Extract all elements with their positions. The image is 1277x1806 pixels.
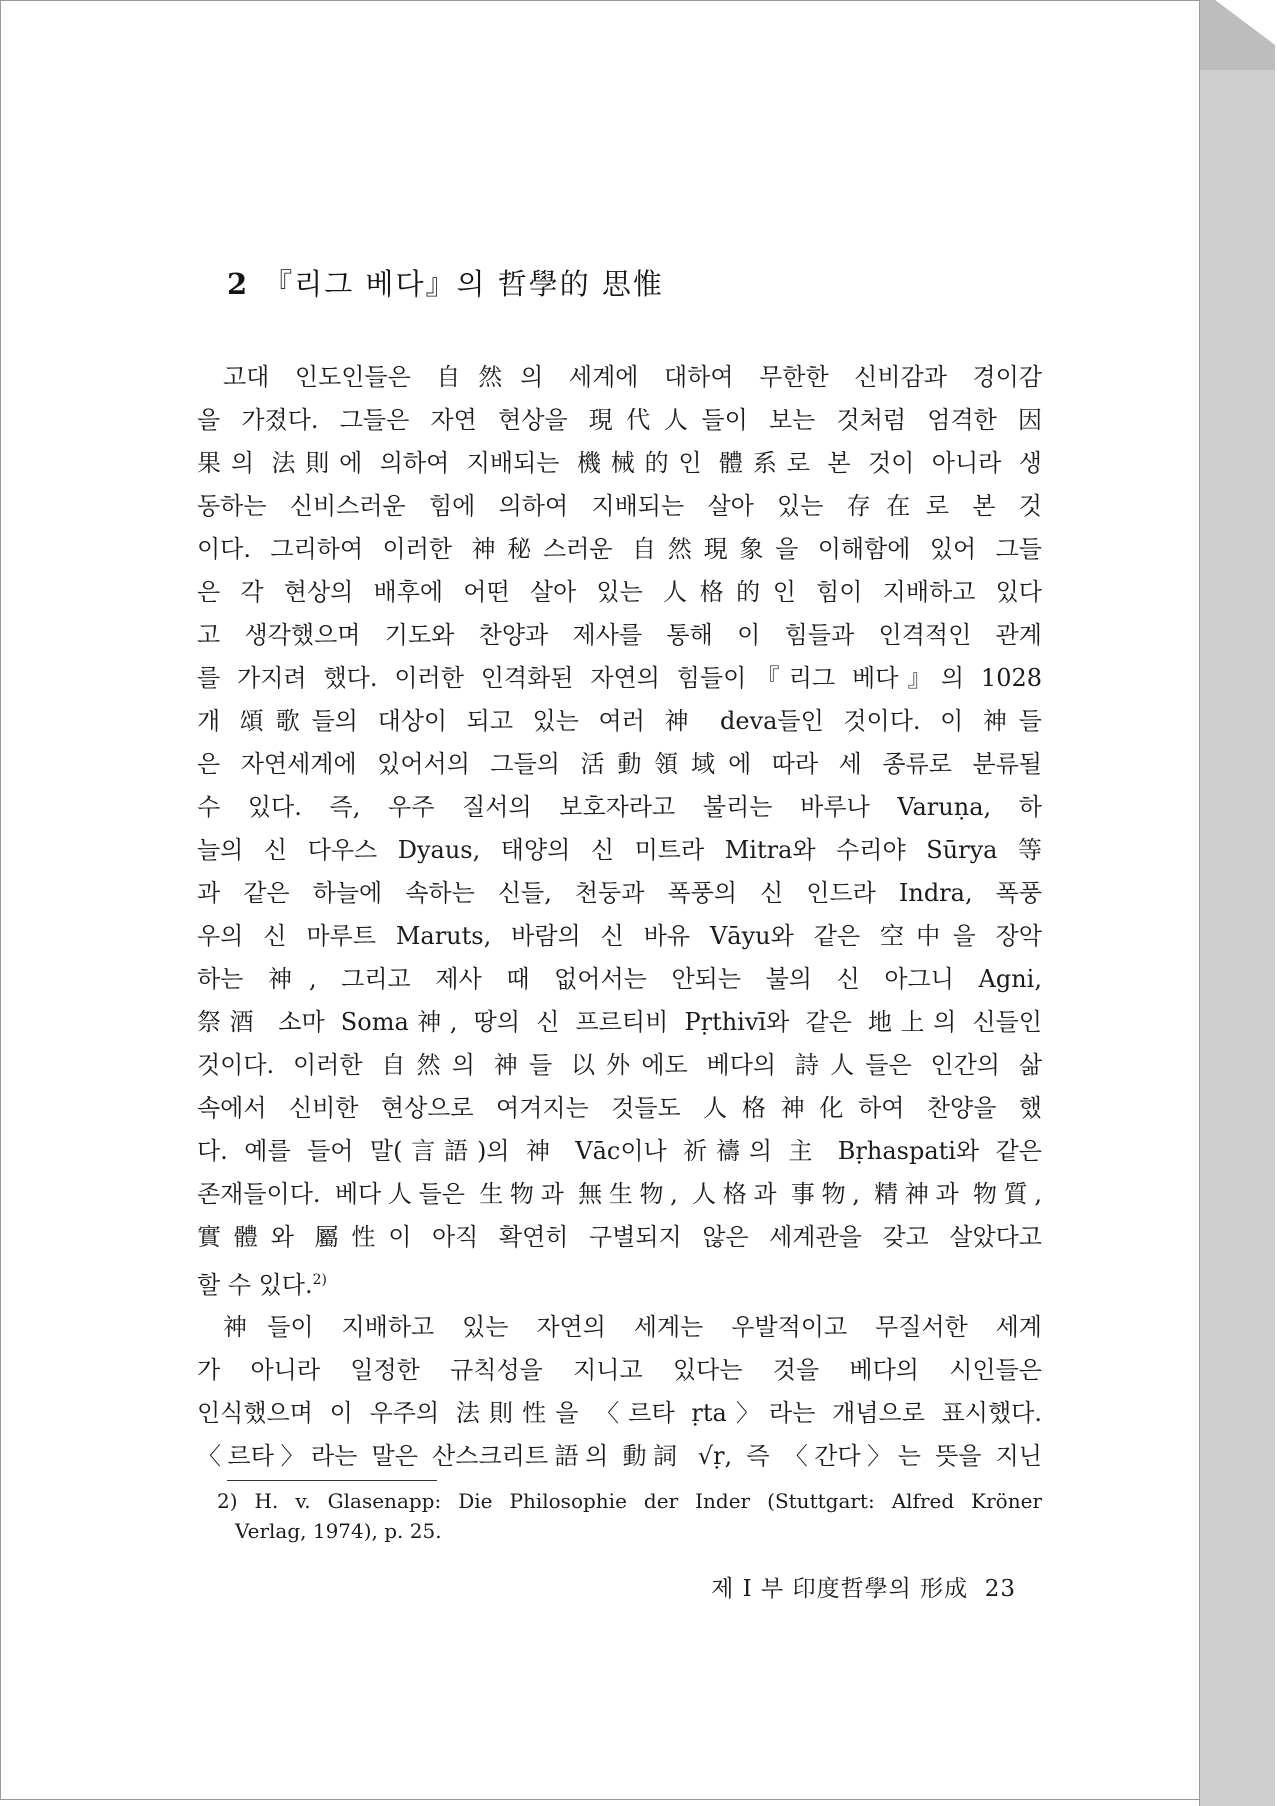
section-heading — [227, 262, 664, 303]
page-number: 23 — [984, 1576, 1016, 1602]
body-line: 實體와 屬性이 아직 확연히 구별되지 않은 세계관을 갖고 살았다고 — [197, 1223, 1042, 1251]
body-line: 개 頌歌들의 대상이 되고 있는 여러 神 deva들인 것이다. 이 神들 — [197, 707, 1042, 735]
body-line-with-footnote-ref — [197, 1258, 1042, 1302]
running-footer — [711, 1570, 1016, 1603]
page-spine-shadow — [1199, 0, 1275, 1806]
section-title-text: 『리그 베다』의 哲學的 思惟 — [263, 267, 664, 301]
body-line: 과 같은 하늘에 속하는 신들, 천둥과 폭풍의 신 인드라 Indra, 폭풍 — [197, 879, 1042, 907]
body-line: 것이다. 이러한 自然의 神들 以外에도 베다의 詩人들은 인간의 삶 — [197, 1051, 1042, 1079]
body-line: 이다. 그리하여 이러한 神秘스러운 自然現象을 이해함에 있어 그들 — [197, 535, 1042, 563]
footnote-line: 2) H. v. Glasenapp: Die Philosophie der Inder (Stuttgart: Alfred Kröner — [217, 1489, 1042, 1513]
footnote-reference: 2) — [312, 1272, 327, 1288]
body-line: 고 생각했으며 기도와 찬양과 제사를 통해 이 힘들과 인격적인 관계 — [197, 621, 1042, 649]
body-line: 동하는 신비스러운 힘에 의하여 지배되는 살아 있는 存在로 본 것 — [197, 492, 1042, 520]
running-footer-label: 제 I 부 印度哲學의 形成 — [711, 1576, 969, 1602]
body-line: 인식했으며 이 우주의 法則性을 〈르타 ṛta〉라는 개념으로 표시했다. — [197, 1399, 1042, 1427]
body-line: 神들이 지배하고 있는 자연의 세계는 우발적이고 무질서한 세계 — [223, 1313, 1042, 1341]
body-line: 우의 신 마루트 Maruts, 바람의 신 바유 Vāyu와 같은 空中을 장악 — [197, 922, 1042, 950]
footnote-divider — [227, 1480, 437, 1481]
body-line: 은 각 현상의 배후에 어떤 살아 있는 人格的인 힘이 지배하고 있다 — [197, 578, 1042, 606]
footnote-line: Verlag, 1974), p. 25. — [235, 1519, 442, 1543]
body-line: 를 가지려 했다. 이러한 인격화된 자연의 힘들이『리그 베다』의 1028 — [197, 664, 1042, 692]
body-line: 고대 인도인들은 自然의 세계에 대하여 무한한 신비감과 경이감 — [223, 363, 1042, 391]
body-line: 〈르타〉라는 말은 산스크리트語의 動詞 √ṛ, 즉 〈간다〉는 뜻을 지닌 — [197, 1442, 1042, 1470]
section-number: 2 — [227, 267, 250, 301]
body-line: 果의 法則에 의하여 지배되는 機械的인 體系로 본 것이 아니라 생 — [197, 449, 1042, 477]
body-line: 은 자연세계에 있어서의 그들의 活動領域에 따라 세 종류로 분류될 — [197, 750, 1042, 778]
body-line: 존재들이다. 베다人들은 生物과 無生物, 人格과 事物, 精神과 物質, — [197, 1180, 1042, 1208]
body-line: 다. 예를 들어 말(言語)의 神 Vāc이나 祈禱의 主 Bṛhaspati와 같은 — [197, 1137, 1042, 1165]
body-line: 수 있다. 즉, 우주 질서의 보호자라고 불리는 바루나 Varuṇa, 하 — [197, 793, 1042, 821]
body-line: 속에서 신비한 현상으로 여겨지는 것들도 人格神化하여 찬양을 했 — [197, 1094, 1042, 1122]
body-line: 가 아니라 일정한 규칙성을 지니고 있다는 것을 베다의 시인들은 — [197, 1356, 1042, 1384]
body-line: 을 가졌다. 그들은 자연 현상을 現代人들이 보는 것처럼 엄격한 因 — [197, 406, 1042, 434]
body-line: 祭酒 소마 Soma神, 땅의 신 프르티비 Pṛthivī와 같은 地上의 신들인 — [197, 1008, 1042, 1036]
body-line-text: 할 수 있다. — [197, 1271, 313, 1299]
body-line: 하는 神, 그리고 제사 때 없어서는 안되는 불의 신 아그니 Agni, — [197, 965, 1042, 993]
body-line: 늘의 신 다우스 Dyaus, 태양의 신 미트라 Mitra와 수리야 Sūrya 等 — [197, 836, 1042, 864]
